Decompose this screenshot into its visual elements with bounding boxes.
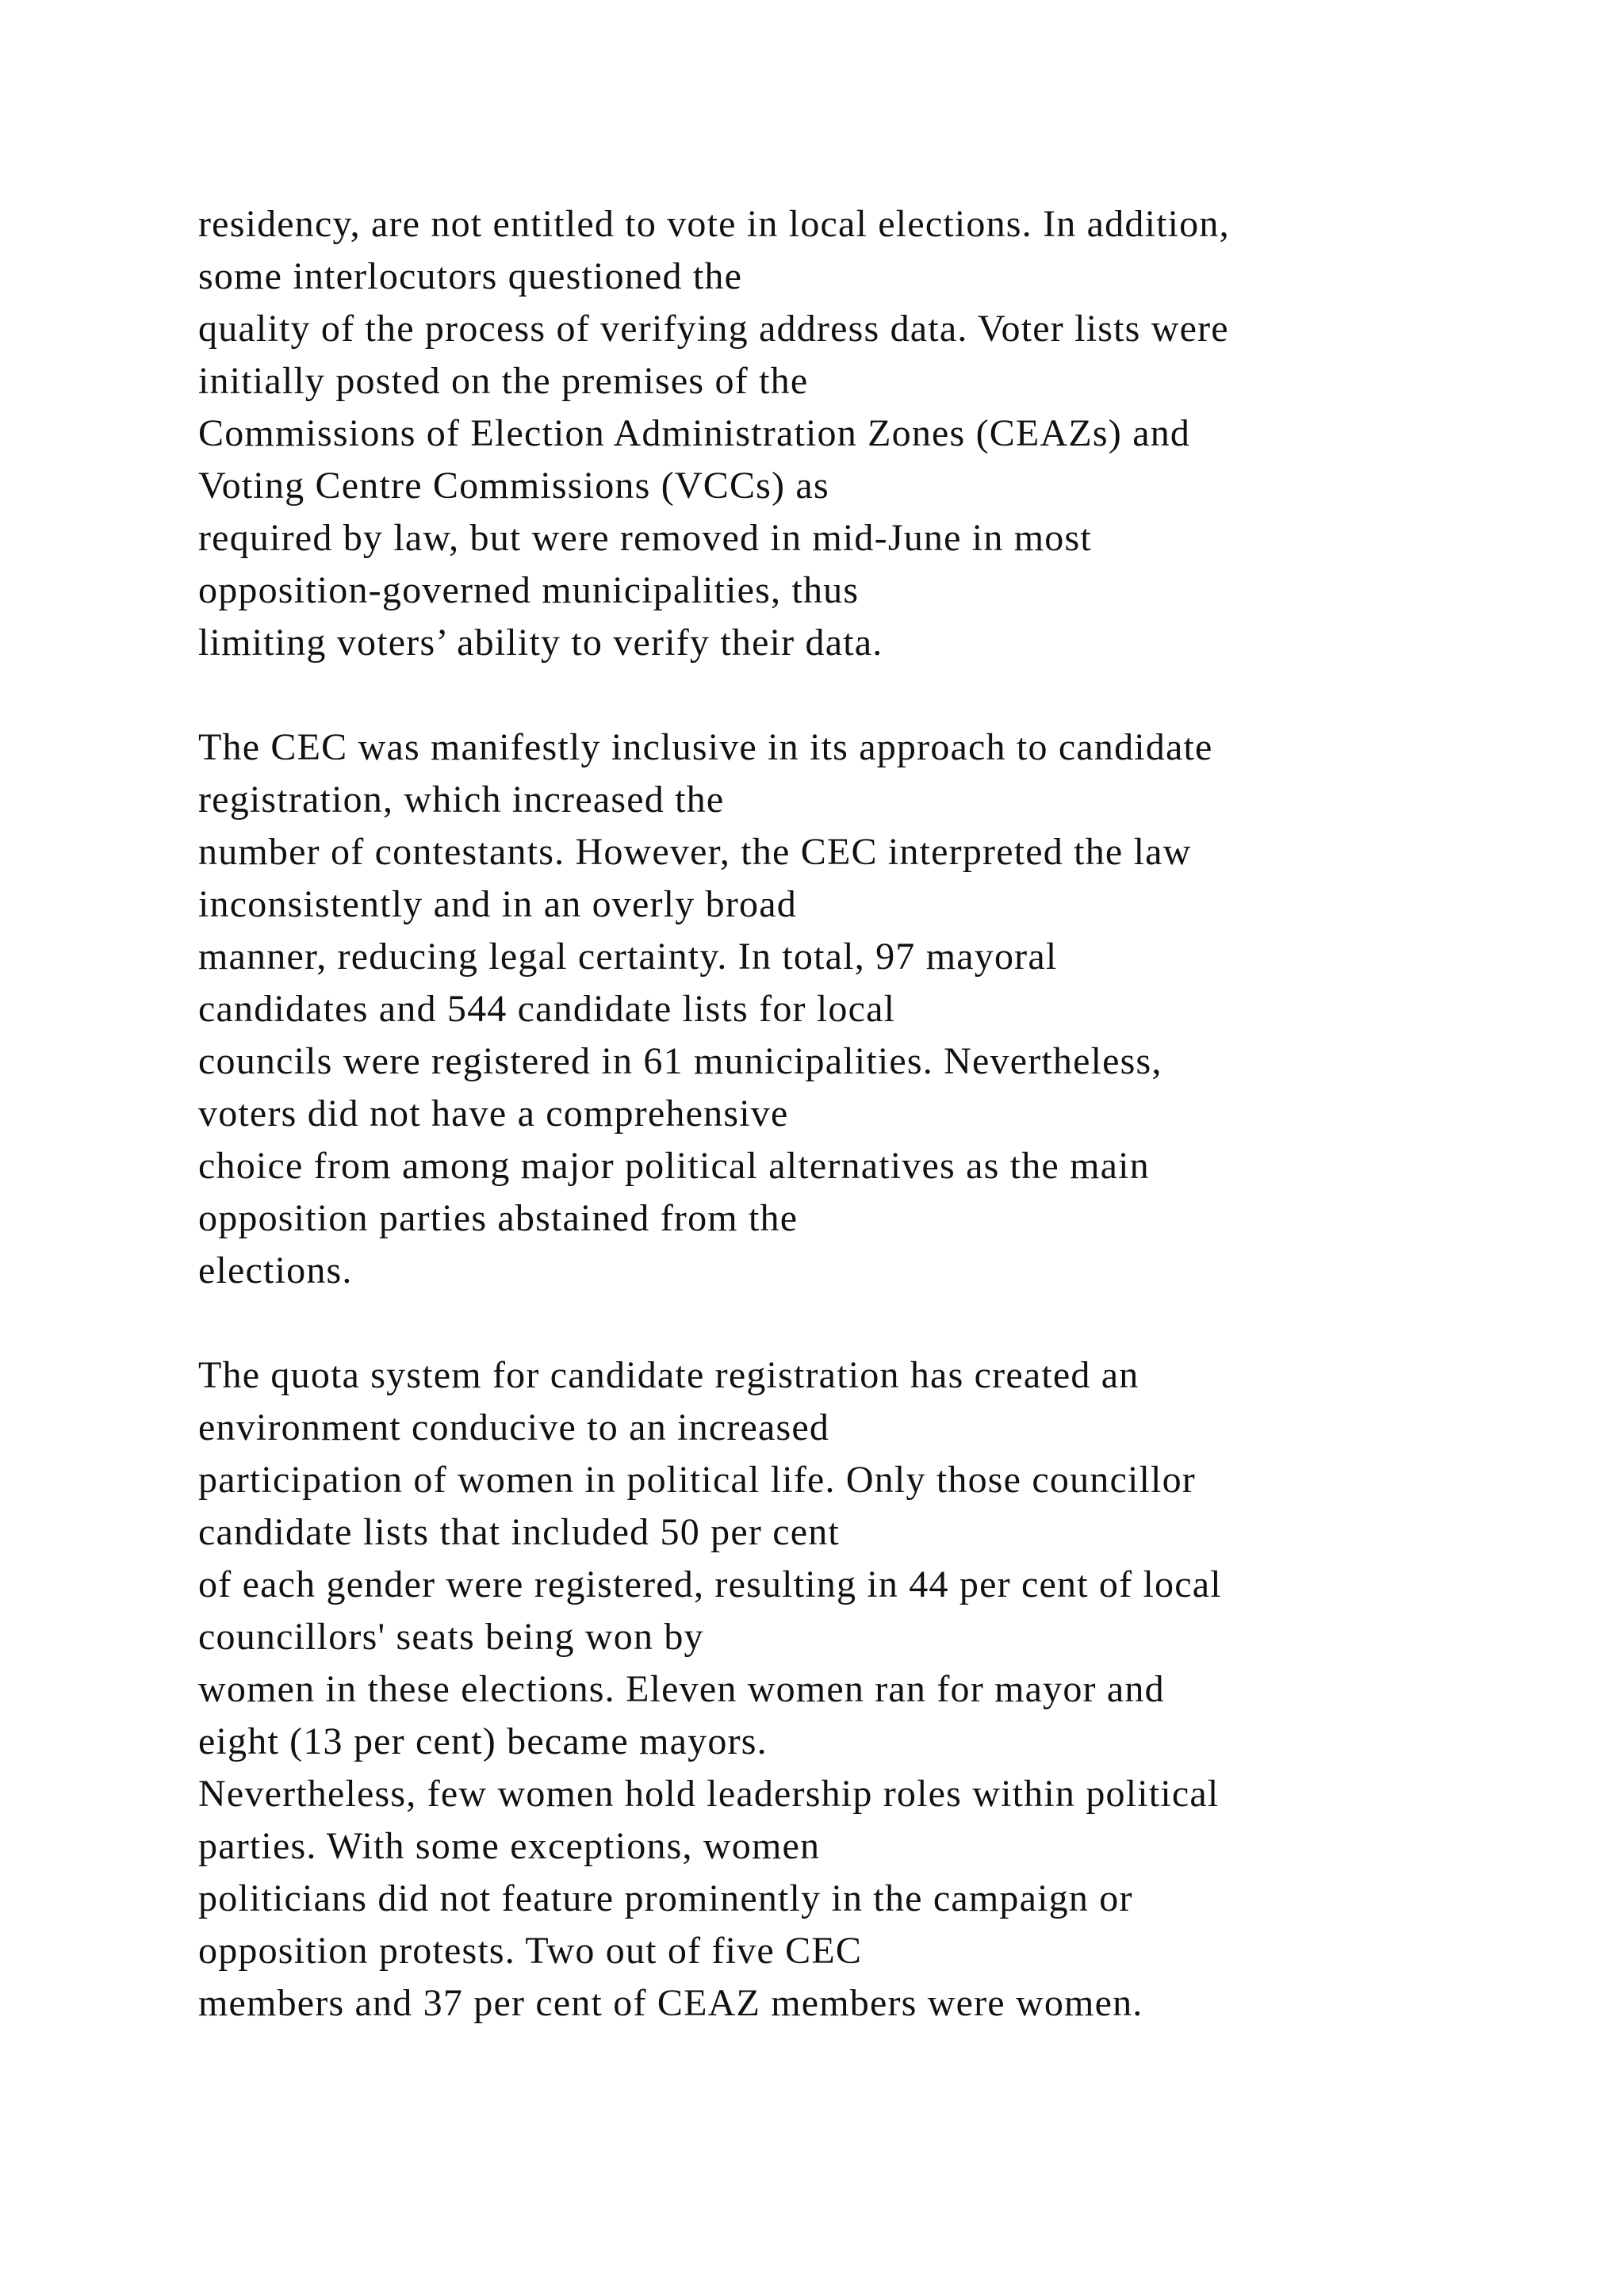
text-line: initially posted on the premises of the <box>198 360 809 402</box>
paragraph-gender-quota <box>198 1349 1594 2030</box>
text-line: opposition protests. Two out of five CEC <box>198 1930 863 1972</box>
text-line: candidates and 544 candidate lists for local <box>198 988 896 1030</box>
text-line: number of contestants. However, the CEC interpreted the law <box>198 831 1192 873</box>
text-line: opposition parties abstained from the <box>198 1197 799 1239</box>
text-line: residency, are not entitled to vote in local elections. In addition, <box>198 203 1230 245</box>
text-line: opposition-governed municipalities, thus <box>198 569 860 611</box>
text-line: Voting Centre Commissions (VCCs) as <box>198 465 829 507</box>
paragraph-spacer <box>198 669 1594 721</box>
text-line: environment conducive to an increased <box>198 1406 830 1448</box>
text-line: participation of women in political life. Only those councillor <box>198 1459 1196 1501</box>
paragraph-candidate-registration <box>198 721 1594 1297</box>
text-line: of each gender were registered, resulting in 44 per cent of local <box>198 1563 1222 1605</box>
text-line: voters did not have a comprehensive <box>198 1093 789 1135</box>
text-line: inconsistently and in an overly broad <box>198 883 797 925</box>
text-line: Nevertheless, few women hold leadership roles within political <box>198 1773 1220 1815</box>
text-line: parties. With some exceptions, women <box>198 1825 821 1867</box>
paragraph-spacer <box>198 1297 1594 1349</box>
text-line: politicians did not feature prominently in the campaign or <box>198 1877 1133 1919</box>
text-line: councillors' seats being won by <box>198 1616 704 1658</box>
text-line: The CEC was manifestly inclusive in its approach to candidate <box>198 726 1213 768</box>
text-line: members and 37 per cent of CEAZ members were women. <box>198 1982 1143 2024</box>
text-line: choice from among major political alternatives as the main <box>198 1145 1150 1187</box>
paragraph-voter-lists <box>198 198 1594 669</box>
text-line: women in these elections. Eleven women ran for mayor and <box>198 1668 1165 1710</box>
text-line: manner, reducing legal certainty. In total, 97 mayoral <box>198 936 1058 978</box>
text-line: The quota system for candidate registration has created an <box>198 1354 1139 1396</box>
text-line: registration, which increased the <box>198 779 725 821</box>
text-line: quality of the process of verifying address data. Voter lists were <box>198 308 1229 350</box>
text-line: Commissions of Election Administration Zones (CEAZs) and <box>198 412 1191 454</box>
text-line: elections. <box>198 1249 353 1292</box>
text-line: limiting voters’ ability to verify their data. <box>198 622 883 664</box>
text-line: councils were registered in 61 municipalities. Nevertheless, <box>198 1040 1162 1082</box>
document-body <box>198 198 1594 2030</box>
text-line: some interlocutors questioned the <box>198 255 743 297</box>
text-line: required by law, but were removed in mid-June in most <box>198 517 1092 559</box>
text-line: eight (13 per cent) became mayors. <box>198 1720 768 1762</box>
text-line: candidate lists that included 50 per cent <box>198 1511 840 1553</box>
